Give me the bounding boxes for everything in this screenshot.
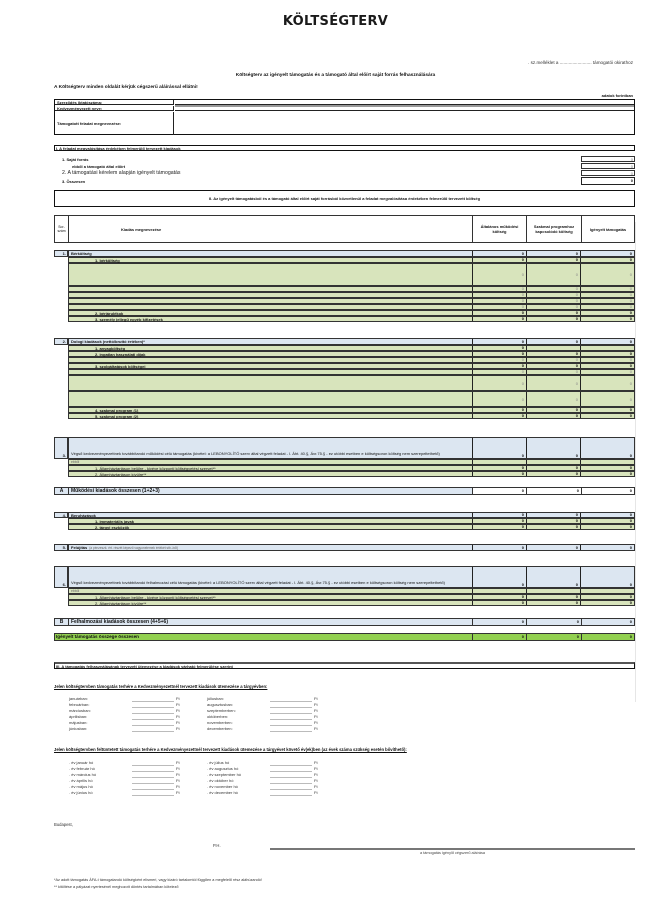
beneficiary-name-field[interactable]	[175, 106, 634, 111]
month-label: . év október hó	[207, 778, 234, 783]
amount-input[interactable]	[132, 771, 174, 772]
currency-label: Ft	[314, 726, 318, 731]
group1-number: 1.	[54, 250, 68, 257]
cell[interactable]: 0	[629, 304, 632, 309]
row-label: 1. anyagköltség	[69, 346, 473, 350]
month-label: . év május hó	[69, 784, 93, 789]
cell: 0	[473, 545, 527, 550]
month-label: . év január hó	[69, 760, 94, 765]
group1-col1: 0	[473, 251, 527, 256]
cell[interactable]: 0	[629, 292, 632, 297]
cell[interactable]: 0	[473, 299, 527, 303]
currency-label: Ft	[176, 714, 180, 719]
cell	[581, 346, 634, 350]
signature-caption: a támogatás igénylő cégszerű aláírása	[419, 851, 485, 855]
amount-input[interactable]	[270, 701, 312, 702]
cell: 0	[629, 582, 632, 587]
amount-input[interactable]	[270, 777, 312, 778]
row-label[interactable]	[69, 305, 473, 309]
signature-line[interactable]	[270, 848, 635, 850]
cell: 0	[527, 545, 581, 550]
col-header-professional: Szakmai programhoz kapcsolódó költség	[527, 216, 582, 242]
stamp-label: P.H.	[213, 843, 221, 848]
month-label: . év december hó	[207, 790, 238, 795]
section1-title-box	[54, 145, 635, 151]
beneficiary-name-label: Kedvezményezett neve:	[57, 106, 103, 111]
row-label: 3. szolgáltatások költségei	[69, 364, 473, 368]
cell[interactable]: 0	[629, 357, 632, 362]
cell: 0	[527, 519, 581, 523]
cell[interactable]: 0	[473, 264, 527, 285]
month-label: júliusban:	[207, 696, 224, 701]
amount-input[interactable]	[270, 783, 312, 784]
month-label: . év augusztus hó	[207, 766, 239, 771]
currency-label: Ft	[176, 790, 180, 795]
cell: 0	[473, 317, 527, 321]
cell[interactable]: 0	[629, 396, 632, 402]
group2-row	[68, 338, 635, 345]
amount-input[interactable]	[132, 725, 174, 726]
cell: 0	[473, 339, 527, 344]
group6-number: 6.	[54, 566, 68, 588]
cell[interactable]: 0	[527, 287, 581, 291]
page-title: KÖLTSÉGTERV	[282, 14, 389, 29]
month-label: . év március hó	[69, 772, 97, 777]
section2-title-box	[54, 190, 635, 207]
cell: 0	[527, 567, 581, 587]
row-label[interactable]	[69, 287, 473, 291]
table-row	[68, 413, 635, 419]
total-b-code: B	[55, 619, 69, 625]
month-label: szeptemberben:	[207, 708, 236, 713]
cell: 0	[473, 346, 527, 350]
cell[interactable]: 0	[527, 376, 581, 390]
cell: 0	[473, 513, 527, 517]
cell: 0	[629, 257, 632, 262]
cell[interactable]: 0	[629, 272, 632, 277]
cell: 0	[527, 601, 581, 605]
amount-input[interactable]	[270, 725, 312, 726]
group6-label: Végső kedvezményezettnek továbbítandó felhalmozási célú támogatás (kivétel: a LEBONYOLÍTÓ szerv által végzett feladat - l. Áht. 40.§, Ávr.75.§ - ez utóbbi esetben e költségsoron költség nem szerepeltethető)	[69, 567, 473, 587]
total-label: 3. Összesen	[62, 179, 86, 184]
divider	[635, 222, 636, 702]
group2-number: 2.	[54, 338, 68, 345]
cell: 0	[527, 472, 581, 476]
currency-label: Ft	[314, 766, 318, 771]
table-row	[68, 524, 635, 530]
cell	[527, 346, 581, 350]
prescribed-value[interactable]: 0	[581, 163, 635, 169]
cell[interactable]: 0	[629, 286, 632, 291]
cell: 0	[527, 488, 582, 494]
group3-row	[68, 437, 635, 459]
col-header-general: Általános működési költség	[473, 216, 527, 242]
requested-support-label: 2. A támogatási kérelem alapján igényelt támogatás	[62, 170, 181, 176]
currency-label: Ft	[314, 778, 318, 783]
currency-label: Ft	[314, 790, 318, 795]
cell: 0	[629, 363, 632, 368]
group6-row	[68, 566, 635, 588]
cell: 0	[473, 364, 527, 368]
contract-number-label-cell	[55, 100, 174, 105]
cell[interactable]: 0	[527, 293, 581, 297]
cell: 0	[473, 619, 527, 625]
cell	[473, 589, 527, 593]
unit-note: adatok forintban	[601, 93, 633, 98]
cell: 0	[473, 601, 527, 605]
month-label: májusban:	[69, 720, 88, 725]
currency-label: Ft	[314, 760, 318, 765]
cell: 0	[527, 414, 581, 418]
currency-label: Ft	[314, 696, 318, 701]
amount-input[interactable]	[132, 701, 174, 702]
own-source-label: 1. Saját forrás	[62, 157, 89, 162]
currency-label: Ft	[176, 696, 180, 701]
row-label: 1. Államháztartáson belülre - kivéve központi költségvetési szervet**	[69, 466, 473, 470]
cell[interactable]: 0	[527, 370, 581, 374]
currency-label: Ft	[176, 726, 180, 731]
total-a-row	[54, 487, 635, 495]
row-label: 2. bérjárulékok	[69, 311, 473, 315]
cell	[581, 589, 634, 593]
cell: 0	[629, 471, 632, 476]
total-value: 0	[581, 177, 635, 185]
amount-input[interactable]	[132, 731, 174, 732]
cell: 0	[629, 351, 632, 356]
cell	[527, 460, 581, 464]
month-label: . év november hó	[207, 784, 238, 789]
group5-note: (a pénzeszk. ért. részét képező vagyonelemek értékét stb.-ből)	[89, 545, 178, 550]
cell: 0	[629, 413, 632, 418]
total-a-code: A	[55, 488, 69, 494]
cell: 0	[629, 594, 632, 599]
col-header-requested: Igényelt támogatás	[589, 226, 627, 232]
cell: 0	[629, 316, 632, 321]
amount-input[interactable]	[132, 777, 174, 778]
month-label: . év február hó	[69, 766, 95, 771]
currency-label: Ft	[176, 778, 180, 783]
cell[interactable]: 0	[473, 370, 527, 374]
table-row	[68, 316, 635, 322]
row-label: 4. szakmai program (1)	[69, 408, 473, 412]
cell[interactable]: 0	[473, 293, 527, 297]
cell: 0	[582, 488, 634, 494]
cell: 0	[629, 465, 632, 470]
cell: 0	[527, 352, 581, 356]
cell[interactable]: 0	[473, 358, 527, 362]
currency-label: Ft	[176, 784, 180, 789]
row-label[interactable]	[69, 264, 473, 285]
row-label[interactable]	[69, 376, 473, 390]
section2-title: II. Az igényelt támogatásból és a támogató által előírt saját forrásból közvetlenül a feladat megvalósítása érdekében felmerülő tervezett költség	[208, 196, 481, 201]
signature-warning: A Költségterv minden oldalát kérjük cégszerű aláírással ellátni!	[54, 85, 198, 90]
cell: 0	[473, 519, 527, 523]
table-row	[68, 471, 635, 477]
cell: 0	[629, 545, 632, 550]
cell: 0	[527, 311, 581, 315]
month-label: decemberben:	[207, 726, 233, 731]
group1-col3: 0	[629, 251, 632, 256]
cell[interactable]: 0	[527, 305, 581, 309]
group5-row	[68, 544, 635, 551]
amount-input[interactable]	[270, 731, 312, 732]
table-row	[68, 600, 635, 606]
currency-label: Ft	[314, 720, 318, 725]
requested-support-value[interactable]: 0	[581, 170, 635, 176]
month-label: novemberben:	[207, 720, 233, 725]
row-label[interactable]	[69, 358, 473, 362]
cell: 0	[527, 317, 581, 321]
cell: 0	[629, 407, 632, 412]
group1-row	[68, 250, 635, 257]
cell: 0	[629, 453, 632, 458]
currency-label: Ft	[314, 784, 318, 789]
table-row	[68, 263, 635, 286]
currency-label: Ft	[176, 760, 180, 765]
row-label[interactable]	[69, 293, 473, 297]
cell[interactable]: 0	[629, 380, 632, 386]
cell: 0	[473, 311, 527, 315]
cell[interactable]: 0	[473, 305, 527, 309]
grand-total-row	[54, 633, 635, 641]
table-header	[54, 215, 635, 243]
cell	[473, 460, 527, 464]
cell: 0	[473, 466, 527, 470]
cell: 0	[473, 472, 527, 476]
group1-label: Bérköltség	[69, 251, 473, 256]
beneficiary-name-label-cell	[55, 106, 174, 111]
cell: 0	[473, 634, 527, 640]
group3-label: Végső kedvezményezettnek továbbítandó működési célú támogatás (kivétel: a LEBONYOLÍTÓ szerv által végzett feladat - l. Áht. 40.§, Ávr.75.§ - ez utóbbi esetben e költségsoron költség nem szerepeltethető)	[69, 438, 473, 458]
cell: 0	[527, 595, 581, 599]
row-label: 1. Államháztartáson belülre - kivéve központi költségvetési szervet**	[69, 595, 473, 599]
cell: 0	[473, 595, 527, 599]
row-label: 1. bérköltség	[69, 258, 473, 262]
cell: 0	[473, 408, 527, 412]
cell: 0	[629, 339, 632, 344]
group1-col2: 0	[527, 251, 581, 256]
cell	[581, 460, 634, 464]
month-label: januárban:	[69, 696, 88, 701]
row-label: 2. ingatlan használati díjak	[69, 352, 473, 356]
cell[interactable]: 0	[473, 376, 527, 390]
group3-number: 3.	[54, 437, 68, 459]
row-label: 2. Államháztartáson kívülre**	[69, 601, 473, 605]
month-label: októberben:	[207, 714, 229, 719]
cell: 0	[629, 524, 632, 529]
row-label[interactable]	[69, 370, 473, 374]
cell: 0	[473, 352, 527, 356]
month-label: júniusban:	[69, 726, 88, 731]
cell: 0	[629, 600, 632, 605]
total-b-row	[54, 618, 635, 626]
row-label[interactable]	[69, 392, 473, 406]
month-label: . év július hó	[207, 760, 230, 765]
month-label: februárban:	[69, 702, 90, 707]
month-label: . év szeptember hó	[207, 772, 242, 777]
amount-input[interactable]	[270, 795, 312, 796]
info-table	[54, 99, 635, 135]
amount-input[interactable]	[132, 719, 174, 720]
cell: 0	[527, 408, 581, 412]
cell[interactable]: 0	[527, 392, 581, 406]
currency-label: Ft	[176, 708, 180, 713]
group4-label: Beruházások	[69, 513, 473, 517]
month-label: . év június hó	[69, 790, 93, 795]
cell[interactable]: 0	[527, 299, 581, 303]
row-label: 2. tárgyi eszközök	[69, 525, 473, 529]
month-label: . év április hó	[69, 778, 93, 783]
amount-input[interactable]	[132, 713, 174, 714]
currency-label: Ft	[176, 766, 180, 771]
table-row	[68, 375, 635, 391]
cell: 0	[629, 512, 632, 517]
amount-input[interactable]	[270, 713, 312, 714]
cell: 0	[527, 525, 581, 529]
task-name-label-cell	[55, 112, 174, 135]
task-name-field[interactable]	[175, 112, 634, 135]
amount-input[interactable]	[270, 719, 312, 720]
total-b-label: Felhalmozási kiadások összesen (4+5+6)	[69, 619, 473, 625]
cell: 0	[527, 258, 581, 262]
cell: 0	[629, 518, 632, 523]
amount-input[interactable]	[132, 707, 174, 708]
cell: 0	[527, 339, 581, 344]
own-source-value[interactable]: 0	[581, 156, 635, 162]
cell	[527, 589, 581, 593]
cell: 0	[527, 634, 582, 640]
group2-label: Dologi kiadások (nettó/bruttó értéken)*	[69, 339, 473, 344]
amount-input[interactable]	[132, 795, 174, 796]
month-label: márciusban:	[69, 708, 91, 713]
contract-number-label: Szerződés iktatószáma:	[57, 100, 103, 105]
row-label: 3. személy jellegű egyéb kifizetések	[69, 317, 473, 321]
row-label: 5. szakmai program (2)	[69, 414, 473, 418]
cell: 0	[473, 258, 527, 262]
cell: 0	[629, 310, 632, 315]
cell: 0	[473, 567, 527, 587]
subtitle: Költségterv az igényelt támogatás és a támogató által előírt saját forrás felhasználására	[235, 73, 436, 78]
cell[interactable]: 0	[629, 369, 632, 374]
cell[interactable]: 0	[527, 264, 581, 285]
row-label: 1. immateriális javak	[69, 519, 473, 523]
footnote-2: ** kitöltése a pályázat nyertesénél meghozott döntés tartalmában kötelező	[54, 885, 179, 889]
currency-label: Ft	[176, 702, 180, 707]
place-label: Budapest,	[54, 822, 73, 827]
amount-input[interactable]	[132, 765, 174, 766]
group5-label: Felújítás	[71, 545, 88, 550]
cell[interactable]: 0	[629, 298, 632, 303]
grand-total-label: Igényelt támogatás összege összesen	[55, 634, 473, 640]
schedule2-title: Jelen költségtervben feltüntetett támogatás terhére a Kedvezményezettnél tervezett kiadások ütemezése a tárgyévet követő év(ek)ben (az évek száma szükség esetén bővíthető):	[54, 747, 407, 752]
cell: 0	[473, 525, 527, 529]
amount-input[interactable]	[132, 783, 174, 784]
cell: 0	[473, 414, 527, 418]
section1-title: I. A feladat megvalósítása érdekében felmerülő tervezett kiadások	[56, 146, 181, 151]
col-header-sorszam: Sor-szám	[55, 216, 69, 242]
total-a-label: Működési kiadások összesen (1+2+3)	[69, 488, 473, 494]
cell: 0	[629, 634, 632, 639]
amount-input[interactable]	[270, 765, 312, 766]
ebbol-label: ebből	[69, 460, 473, 464]
prescribed-label: ebből a támogató által előírt	[72, 164, 126, 169]
month-label: augusztusban:	[207, 702, 234, 707]
cell: 0	[527, 466, 581, 470]
task-name-label: Támogatott feladat megnevezése:	[57, 121, 122, 126]
table-row	[68, 391, 635, 407]
cell: 0	[527, 513, 581, 517]
annex-line: . sz.melléklet a ......................... támogatói okirathoz	[528, 60, 633, 65]
schedule1-title: Jelen költségtervben támogatás terhére a Kedvezményezettnél tervezett kiadások ütemezése a tárgyévben:	[54, 684, 268, 689]
row-label[interactable]	[69, 299, 473, 303]
group5-label-cell	[69, 545, 473, 550]
currency-label: Ft	[176, 720, 180, 725]
amount-input[interactable]	[270, 771, 312, 772]
amount-input[interactable]	[132, 789, 174, 790]
month-label: áprilisban:	[69, 714, 88, 719]
currency-label: Ft	[314, 708, 318, 713]
amount-input[interactable]	[270, 789, 312, 790]
row-label: 2. Államháztartáson kívülre**	[69, 472, 473, 476]
currency-label: Ft	[314, 714, 318, 719]
group4-number: 4.	[54, 512, 68, 518]
amount-input[interactable]	[270, 707, 312, 708]
currency-label: Ft	[314, 702, 318, 707]
footnote-1: *Az adott támogatás ÁFA-t támogatandó költségként elismeri, vagy kizáró tartalomtól függően a megfelelő rész aláhúzandó!	[54, 878, 262, 882]
cell: 0	[527, 364, 581, 368]
currency-label: Ft	[176, 772, 180, 777]
ebbol-label: ebből	[69, 589, 473, 593]
currency-label: Ft	[314, 772, 318, 777]
cell: 0	[527, 438, 581, 458]
cell[interactable]: 0	[527, 358, 581, 362]
group5-number: 5.	[54, 544, 68, 551]
cell: 0	[473, 488, 527, 494]
cell: 0	[527, 619, 582, 625]
cell: 0	[629, 619, 632, 624]
cell[interactable]: 0	[473, 287, 527, 291]
section3-title-box	[54, 662, 635, 669]
col-header-name: Kiadás megnevezése	[69, 216, 473, 242]
cell[interactable]: 0	[473, 392, 527, 406]
cell: 0	[473, 438, 527, 458]
section3-title: III. A támogatás felhasználásának tervezett ütemezése a kiadások várható felmerülése szerint	[56, 664, 233, 669]
